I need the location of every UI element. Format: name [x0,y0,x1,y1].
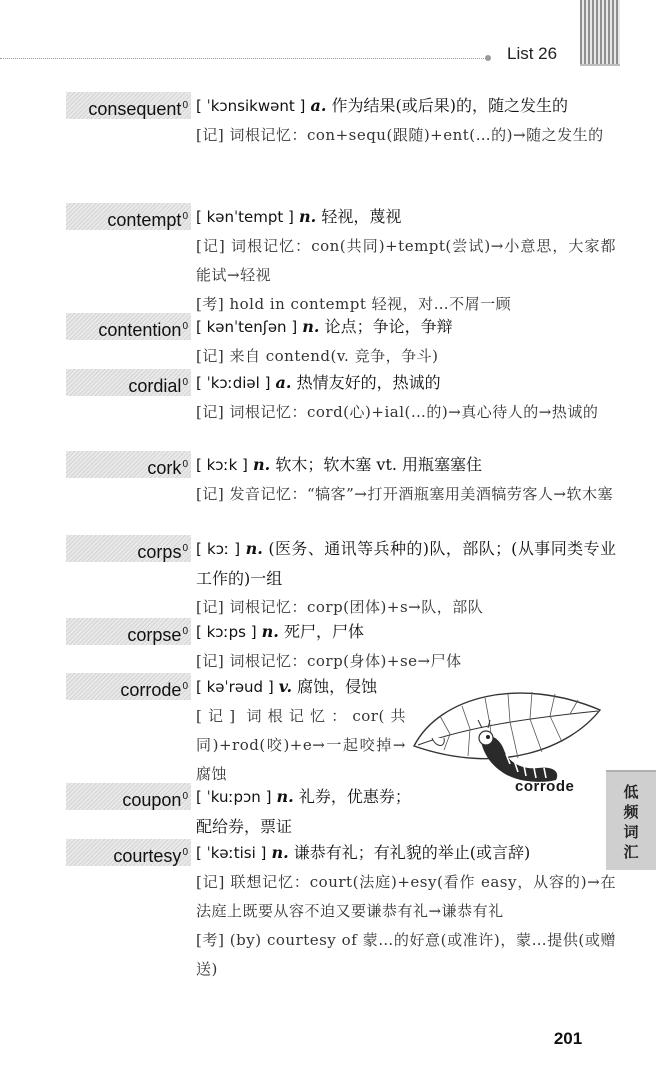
memory-note: [记] 词根记忆：con(共同)+tempt(尝试)→小意思，大家都能试→轻视 [196,237,616,284]
definition-line: [ ˈkəːtisi ] n. 谦恭有礼；有礼貌的举止(或言辞) [196,843,531,862]
headword-cork: cork$^0$ [66,451,191,478]
list-label: List 26 [507,44,558,63]
headword-corrode: corrode$^0$ [66,673,191,700]
headword-cordial: cordial$^0$ [66,369,191,396]
definition-line: [ kɔːk ] n. 软木；软木塞 vt. 用瓶塞塞住 [196,455,483,474]
exam-note: [考] (by) courtesy of 蒙…的好意(或准许)，蒙…提供(或赠送) [196,931,616,978]
definition-line: [ kɔːps ] n. 死尸，尸体 [196,622,364,641]
page-edge-tab [580,0,620,66]
memory-note: [记] 词根记忆：cor(共同)+rod(咬)+e→一起咬掉→腐蚀 [196,707,406,783]
definition-line: [ kənˈtenʃən ] n. 论点；争论，争辩 [196,317,453,336]
headword-courtesy: courtesy$^0$ [66,839,191,866]
memory-note: [记] 词根记忆：corp(身体)+se→尸体 [196,652,462,670]
definition-line: [ kɔː ] n. (医务、通讯等兵种的)队，部队；(从事同类专业工作的)一组 [196,539,616,588]
header-rule-dot [485,55,491,61]
header-rule [0,58,488,59]
memory-note: [记] 词根记忆：cord(心)+ial(…的)→真心待人的→热诚的 [196,403,599,421]
illustration-caption: corrode [515,778,575,795]
headword-coupon: coupon$^0$ [66,783,191,810]
headword-corps: corps$^0$ [66,535,191,562]
memory-note: [记] 联想记忆：court(法庭)+esy(看作 easy，从容的)→在法庭上既要从容不迫又要谦恭有礼→谦恭有礼 [196,873,616,920]
headword-contention: contention$^0$ [66,313,191,340]
definition-line: [ ˈkɔnsikwənt ] a. 作为结果(或后果)的，随之发生的 [196,96,568,115]
definition-line: [ ˈkɔːdiəl ] a. 热情友好的，热诚的 [196,373,441,392]
leaf-caterpillar-icon [410,676,605,804]
headword-consequent: consequent$^0$ [66,92,191,119]
memory-note: [记] 来自 contend(v. 竞争，争斗) [196,347,439,365]
section-side-tab [606,770,656,870]
definition-line: [ kənˈtempt ] n. 轻视，蔑视 [196,207,402,226]
definition-line: [ ˈkuːpɔn ] n. 礼券，优惠券；配给券，票证 [196,787,411,836]
memory-note: [记] 词根记忆：corp(团体)+s→队，部队 [196,598,484,616]
exam-note: [考] hold in contempt 轻视，对…不屑一顾 [196,295,512,313]
memory-note: [记] 词根记忆：con+sequ(跟随)+ent(…的)→随之发生的 [196,126,604,144]
definition-line: [ kəˈrəud ] v. 腐蚀，侵蚀 [196,677,378,696]
memory-note: [记] 发音记忆：“犒客”→打开酒瓶塞用美酒犒劳客人→软木塞 [196,485,613,503]
side-tab-label: 低 频 词 汇 [623,783,639,861]
page-number: 201 [548,1027,588,1051]
headword-corpse: corpse$^0$ [66,618,191,645]
headword-contempt: contempt$^0$ [66,203,191,230]
